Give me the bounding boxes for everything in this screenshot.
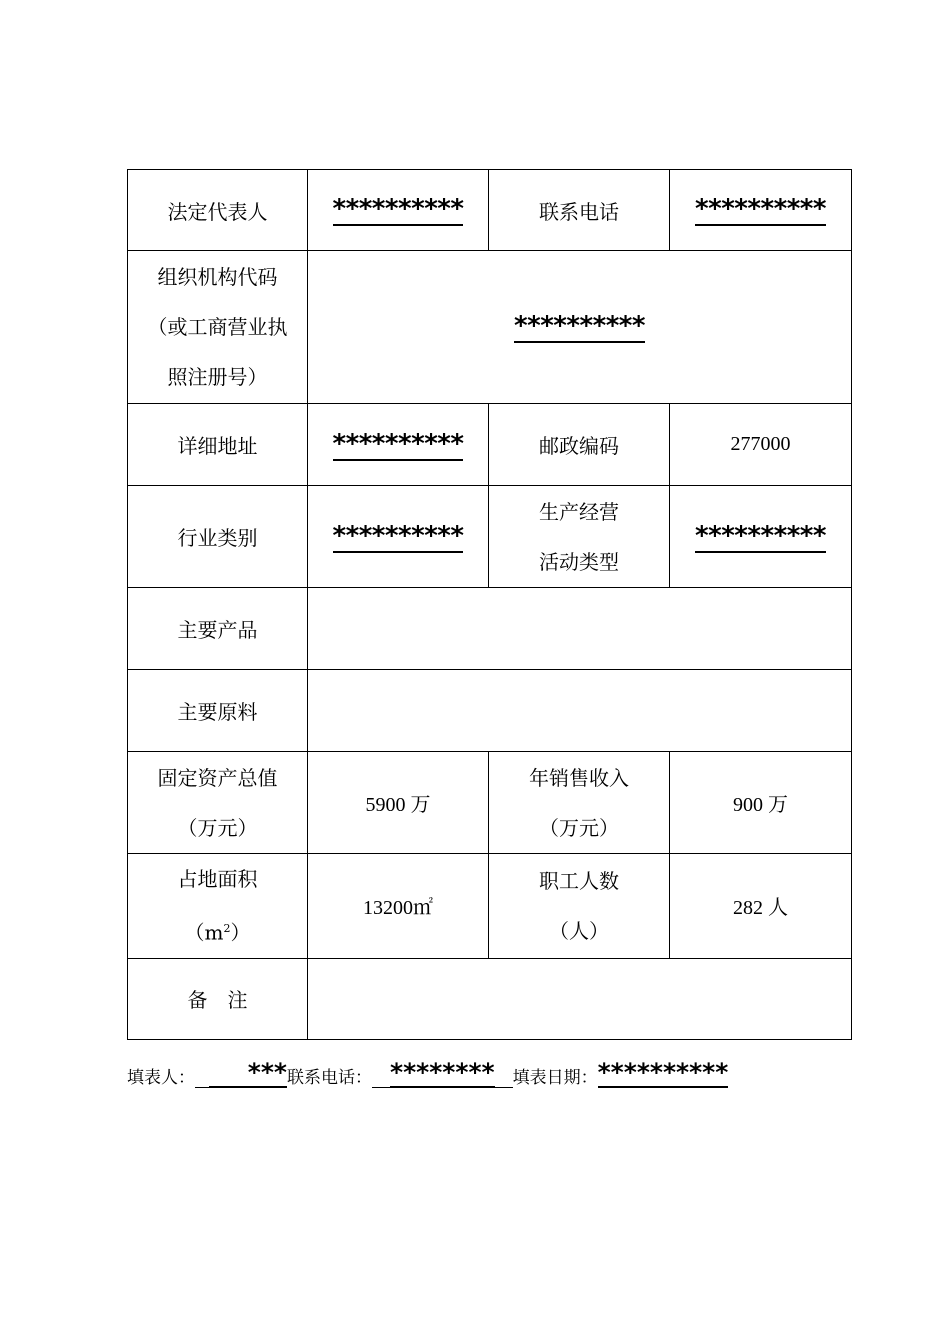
row-org-code [128, 251, 852, 404]
land-area-label-line2 [128, 904, 307, 958]
industry-label: 行业类别 [128, 486, 308, 588]
land-area-unit-post: ） [230, 920, 251, 945]
org-code-label-line1: 组织机构代码 [157, 265, 278, 289]
address-value: ********** [332, 428, 464, 459]
filler-value: *** [209, 1060, 287, 1088]
legal-rep-value: ********** [332, 194, 464, 224]
form-footer [127, 1060, 851, 1096]
org-code-label-line3: 照注册号） [167, 365, 268, 389]
address-label: 详细地址 [128, 404, 308, 486]
industry-value: ********** [332, 520, 464, 551]
main-products-label: 主要产品 [128, 588, 308, 670]
org-code-label-line2: （或工商营业执 [147, 315, 288, 339]
fill-date-value: ********** [597, 1058, 729, 1087]
fixed-assets-label-line1: 固定资产总值 [157, 765, 278, 790]
row-assets [128, 752, 852, 854]
postal-code-value: 277000 [670, 404, 852, 486]
contact-phone-value: ********** [695, 194, 826, 224]
annual-sales-label-line1: 年销售收入 [529, 765, 629, 790]
remarks-label: 备 注 [128, 958, 308, 1039]
staff-count-label-line1: 职工人数 [539, 868, 619, 893]
enterprise-info-table [127, 169, 852, 1040]
land-area-unit-sup: 2 [223, 922, 231, 935]
annual-sales-value: 900 万 [670, 752, 852, 854]
fixed-assets-label-line2: （万元） [177, 815, 258, 840]
legal-rep-label: 法定代表人 [128, 170, 308, 251]
land-area-value: 13200㎡ [308, 854, 489, 959]
main-materials-value [308, 670, 852, 752]
activity-type-value: ********** [695, 520, 826, 551]
footer-phone-value: ******** [390, 1058, 495, 1087]
row-land [128, 854, 852, 959]
staff-count-label-line2: （人） [549, 918, 609, 943]
land-area-label-line1: 占地面积 [177, 867, 258, 891]
postal-code-label: 邮政编码 [489, 404, 670, 486]
activity-type-label-line1: 生产经营 [539, 499, 619, 524]
footer-phone-label: 联系电话： [287, 1068, 372, 1088]
annual-sales-label-line2: （万元） [539, 815, 619, 840]
fill-date-label: 填表日期： [512, 1068, 598, 1088]
contact-phone-label: 联系电话 [489, 170, 670, 251]
row-main-materials [128, 670, 852, 752]
filler-label: 填表人： [127, 1068, 195, 1088]
row-main-products [128, 588, 852, 670]
main-materials-label: 主要原料 [128, 670, 308, 752]
remarks-value [308, 958, 852, 1039]
activity-type-label-line2: 活动类型 [539, 549, 619, 574]
land-area-unit-pre: （m [184, 920, 224, 945]
row-remarks [128, 958, 852, 1039]
main-products-value [308, 588, 852, 670]
row-address [128, 404, 852, 486]
staff-count-value: 282 人 [670, 854, 852, 959]
fixed-assets-value: 5900 万 [308, 752, 489, 854]
org-code-value: ********** [514, 311, 645, 341]
row-legal-representative [128, 170, 852, 251]
row-industry [128, 486, 852, 588]
